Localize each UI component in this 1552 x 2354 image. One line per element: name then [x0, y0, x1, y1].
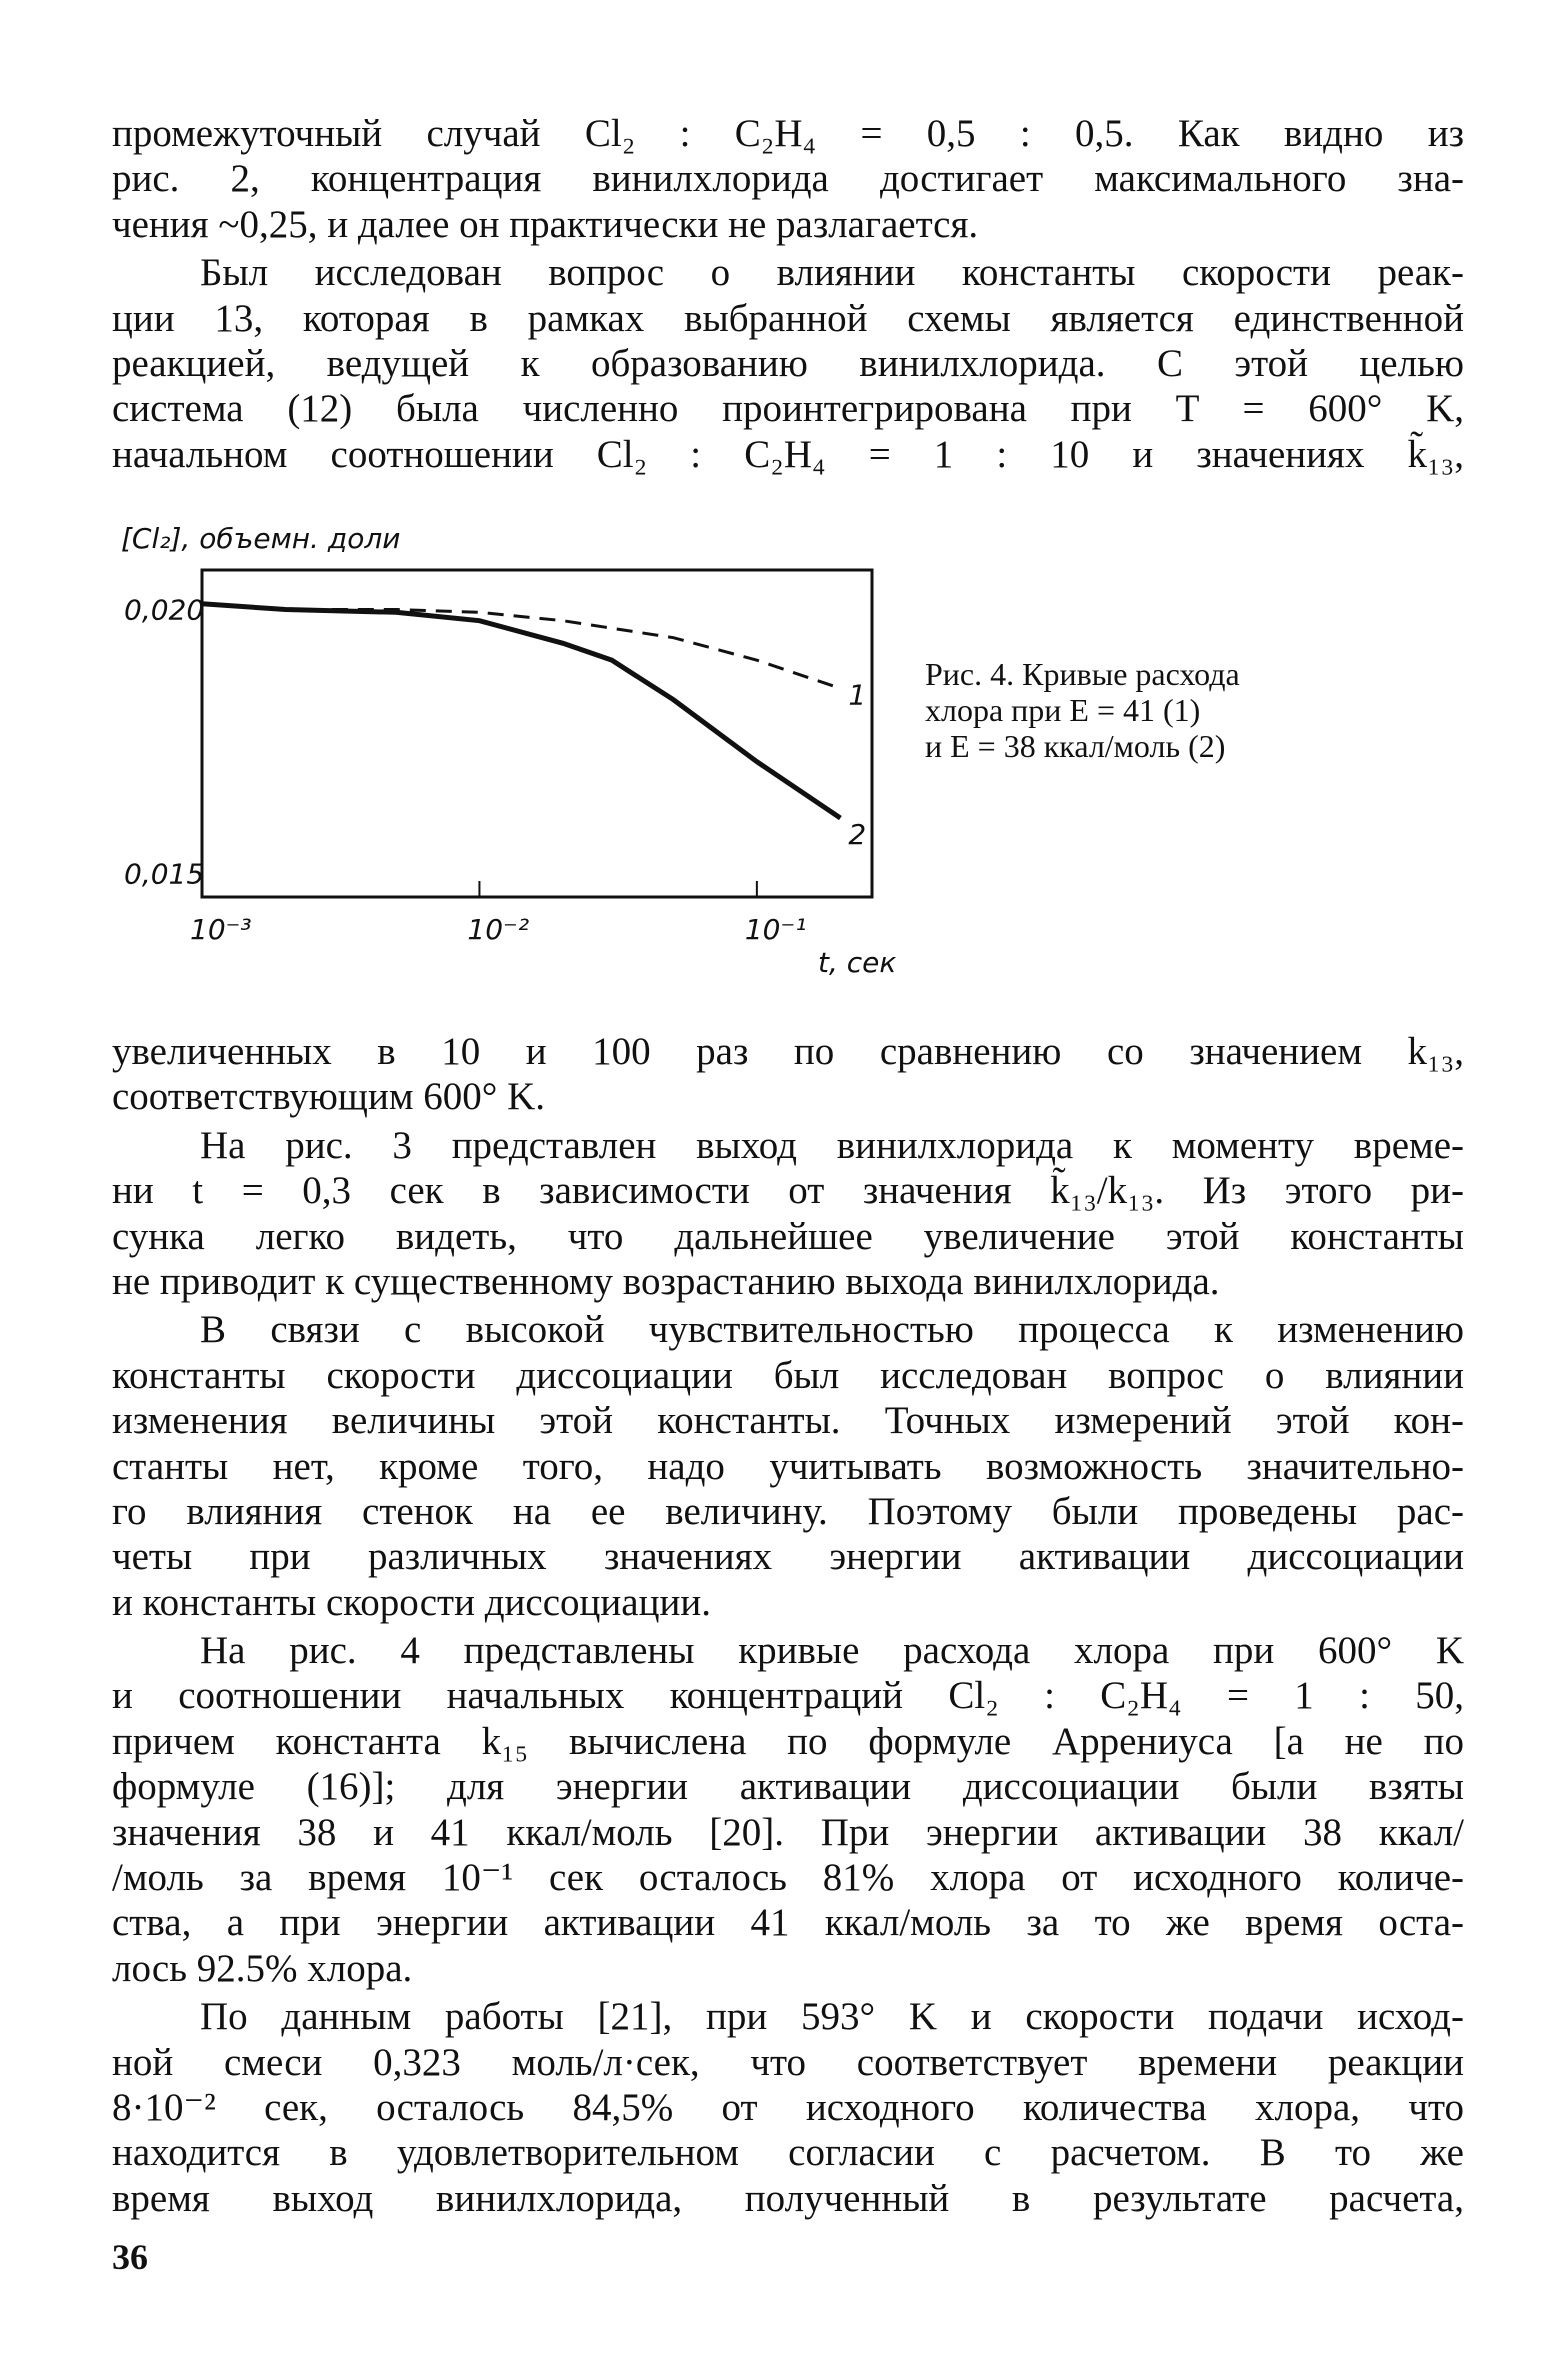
text-line: лось 92.5% хлора. — [112, 1946, 413, 1990]
text-line: ции 13, которая в рамках выбранной схемы является единственной — [112, 296, 1464, 340]
text-line: реакцией, ведущей к образованию винилхлорида. С этой целью — [112, 341, 1464, 385]
caption-line: хлора при E = 41 (1) — [925, 692, 1201, 728]
text-line: чения ~0,25, и далее он практически не разлагается. — [112, 202, 979, 246]
text-line: соответствующим 600° K. — [112, 1075, 546, 1119]
text-line: не приводит к существенному возрастанию выхода винилхлорида. — [112, 1259, 1220, 1303]
x-axis-label: t, сек — [818, 946, 897, 979]
x-tick-label: 10⁻³ — [190, 913, 252, 946]
text-block-bottom — [112, 1029, 1464, 2221]
figure-caption — [925, 656, 1240, 764]
text-line: формуле (16)]; для энергии активации диссоциации были взяты — [112, 1765, 1464, 1809]
text-line: причем константа k₁₅ вычислена по формуле Аррениуса [а не по — [112, 1719, 1464, 1763]
series-label: 1 — [848, 678, 867, 712]
series-label: 2 — [848, 818, 867, 852]
series-line-2 — [202, 604, 840, 818]
y-axis-label: [Cl₂], объемн. доли — [121, 522, 401, 555]
page-number: 36 — [112, 2237, 148, 2277]
text-line: промежуточный случай Cl₂ : C₂H₄ = 0,5 : 0,5. Как видно из — [112, 112, 1464, 155]
text-line: начальном соотношении Cl₂ : C₂H₄ = 1 : 10 и значениях k̃₁₃, — [112, 432, 1464, 476]
text-line: /моль за время 10⁻¹ сек осталось 81% хлора от исходного количе- — [112, 1856, 1464, 1900]
text-line: ной смеси 0,323 моль/л·сек, что соответствует времени реакции — [112, 2040, 1464, 2084]
text-line: го влияния стенок на ее величину. Поэтому были проведены рас- — [112, 1489, 1464, 1533]
y-tick-label: 0,020 — [124, 593, 205, 627]
text-line: изменения величины этой константы. Точных измерений этой кон- — [112, 1399, 1464, 1443]
text-line: Был исследован вопрос о влиянии константы скорости реак- — [200, 251, 1464, 295]
text-line: и константы скорости диссоциации. — [112, 1580, 711, 1624]
text-line: станты нет, кроме того, надо учитывать возможность значительно- — [112, 1444, 1464, 1488]
x-tick-label: 10⁻¹ — [744, 913, 807, 946]
text-line: рис. 2, концентрация винилхлорида достигает максимального зна- — [112, 157, 1464, 201]
text-line: время выход винилхлорида, полученный в результате расчета, — [112, 2176, 1464, 2220]
caption-line: и E = 38 ккал/моль (2) — [925, 728, 1226, 764]
text-line: По данным работы [21], при 593° K и скорости подачи исход- — [200, 1995, 1464, 2039]
text-line: На рис. 3 представлен выход винилхлорида к моменту време- — [200, 1123, 1464, 1167]
text-line: константы скорости диссоциации был исследован вопрос о влиянии — [112, 1353, 1464, 1397]
text-line: сунка легко видеть, что дальнейшее увеличение этой константы — [112, 1214, 1464, 1258]
x-tick-label: 10⁻² — [467, 913, 530, 946]
text-line: В связи с высокой чувствительностью процесса к изменению — [200, 1308, 1464, 1352]
text-line: находится в удовлетворительном согласии с расчетом. В то же — [112, 2131, 1464, 2175]
text-line: ства, а при энергии активации 41 ккал/моль за то же время оста- — [112, 1901, 1464, 1945]
text-line: четы при различных значениях энергии активации диссоциации — [112, 1535, 1464, 1579]
text-line: 8·10⁻² сек, осталось 84,5% от исходного количества хлора, что — [112, 2085, 1464, 2129]
text-line: увеличенных в 10 и 100 раз по сравнению со значением k₁₃, — [112, 1030, 1464, 1073]
text-line: На рис. 4 представлены кривые расхода хлора при 600° K — [200, 1629, 1464, 1673]
text-line: ни t = 0,3 сек в зависимости от значения k̃₁₃/k₁₃. Из этого ри- — [112, 1169, 1464, 1213]
series-line-1 — [202, 604, 840, 689]
text-line: система (12) была численно проинтегрирована при T = 600° K, — [112, 387, 1464, 431]
text-line: значения 38 и 41 ккал/моль [20]. При энергии активации 38 ккал/ — [112, 1810, 1464, 1854]
y-tick-label: 0,015 — [124, 857, 205, 891]
caption-line: Рис. 4. Кривые расхода — [925, 656, 1240, 692]
plot-frame — [202, 570, 872, 897]
text-line: и соотношении начальных концентраций Cl₂ : C₂H₄ = 1 : 50, — [112, 1674, 1464, 1718]
